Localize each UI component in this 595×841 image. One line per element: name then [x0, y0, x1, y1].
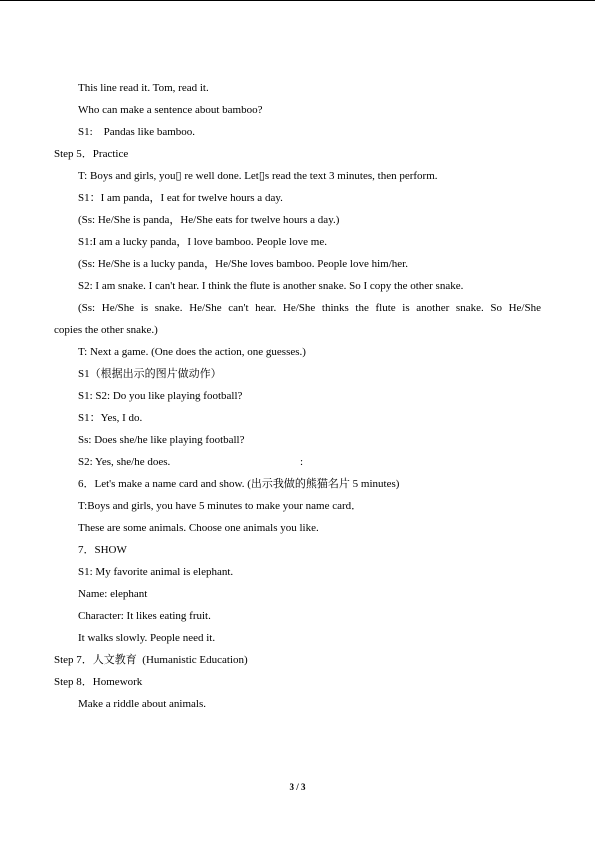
step-heading: Step 7．人文教育 (Humanistic Education) [54, 654, 248, 666]
text-line: S1（根据出示的图片做动作） [78, 368, 222, 380]
stray-mark: : [300, 456, 304, 468]
page-number: 3 / 3 [289, 782, 306, 792]
text-line: S2: Yes, she/he does. [78, 456, 171, 468]
text-line: S1: S2: Do you like playing football? [78, 390, 243, 402]
step-heading: Step 5．Practice [54, 148, 129, 160]
text-line: (Ss: He/She is snake. He/She can't hear. He/She thinks the flute is another snake. So He/She [78, 302, 541, 314]
text-line: (Ss: He/She is panda，He/She eats for twelve hours a day.) [78, 214, 340, 226]
text-line: Ss: Does she/he like playing football? [78, 434, 245, 446]
text-line: T: Next a game. (One does the action, one guesses.) [78, 346, 306, 358]
text-line: S1：I am panda，I eat for twelve hours a day. [78, 192, 283, 204]
top-rule [0, 0, 595, 1]
text-line: S1: My favorite animal is elephant. [78, 566, 234, 578]
text-line: S1: Pandas like bamboo. [78, 126, 196, 138]
text-line: 6．Let's make a name card and show. (出示我做的熊猫名片 5 minutes) [78, 478, 400, 490]
text-line: It walks slowly. People need it. [78, 632, 216, 644]
text-line: copies the other snake.) [54, 324, 158, 336]
text-line: S2: I am snake. I can't hear. I think the flute is another snake. So I copy the other snake. [78, 280, 464, 292]
text-line: This line read it. Tom, read it. [78, 82, 209, 94]
text-line: These are some animals. Choose one animals you like. [78, 522, 319, 534]
step-heading: Step 8．Homework [54, 676, 143, 688]
text-line: Character: It likes eating fruit. [78, 610, 211, 622]
text-line: S1：Yes, I do. [78, 412, 143, 424]
text-line: Who can make a sentence about bamboo? [78, 104, 263, 116]
text-line: T:Boys and girls, you have 5 minutes to make your name card． [78, 500, 363, 512]
text-line: 7．SHOW [78, 544, 127, 556]
text-line: Name: elephant [78, 588, 148, 600]
text-line: Make a riddle about animals. [78, 698, 206, 710]
text-line: (Ss: He/She is a lucky panda，He/She loves bamboo. People love him/her. [78, 258, 408, 270]
text-line: T: Boys and girls, you▯ re well done. Let▯s read the text 3 minutes, then perform. [78, 170, 438, 182]
text-line: S1:I am a lucky panda，I love bamboo. People love me. [78, 236, 327, 248]
